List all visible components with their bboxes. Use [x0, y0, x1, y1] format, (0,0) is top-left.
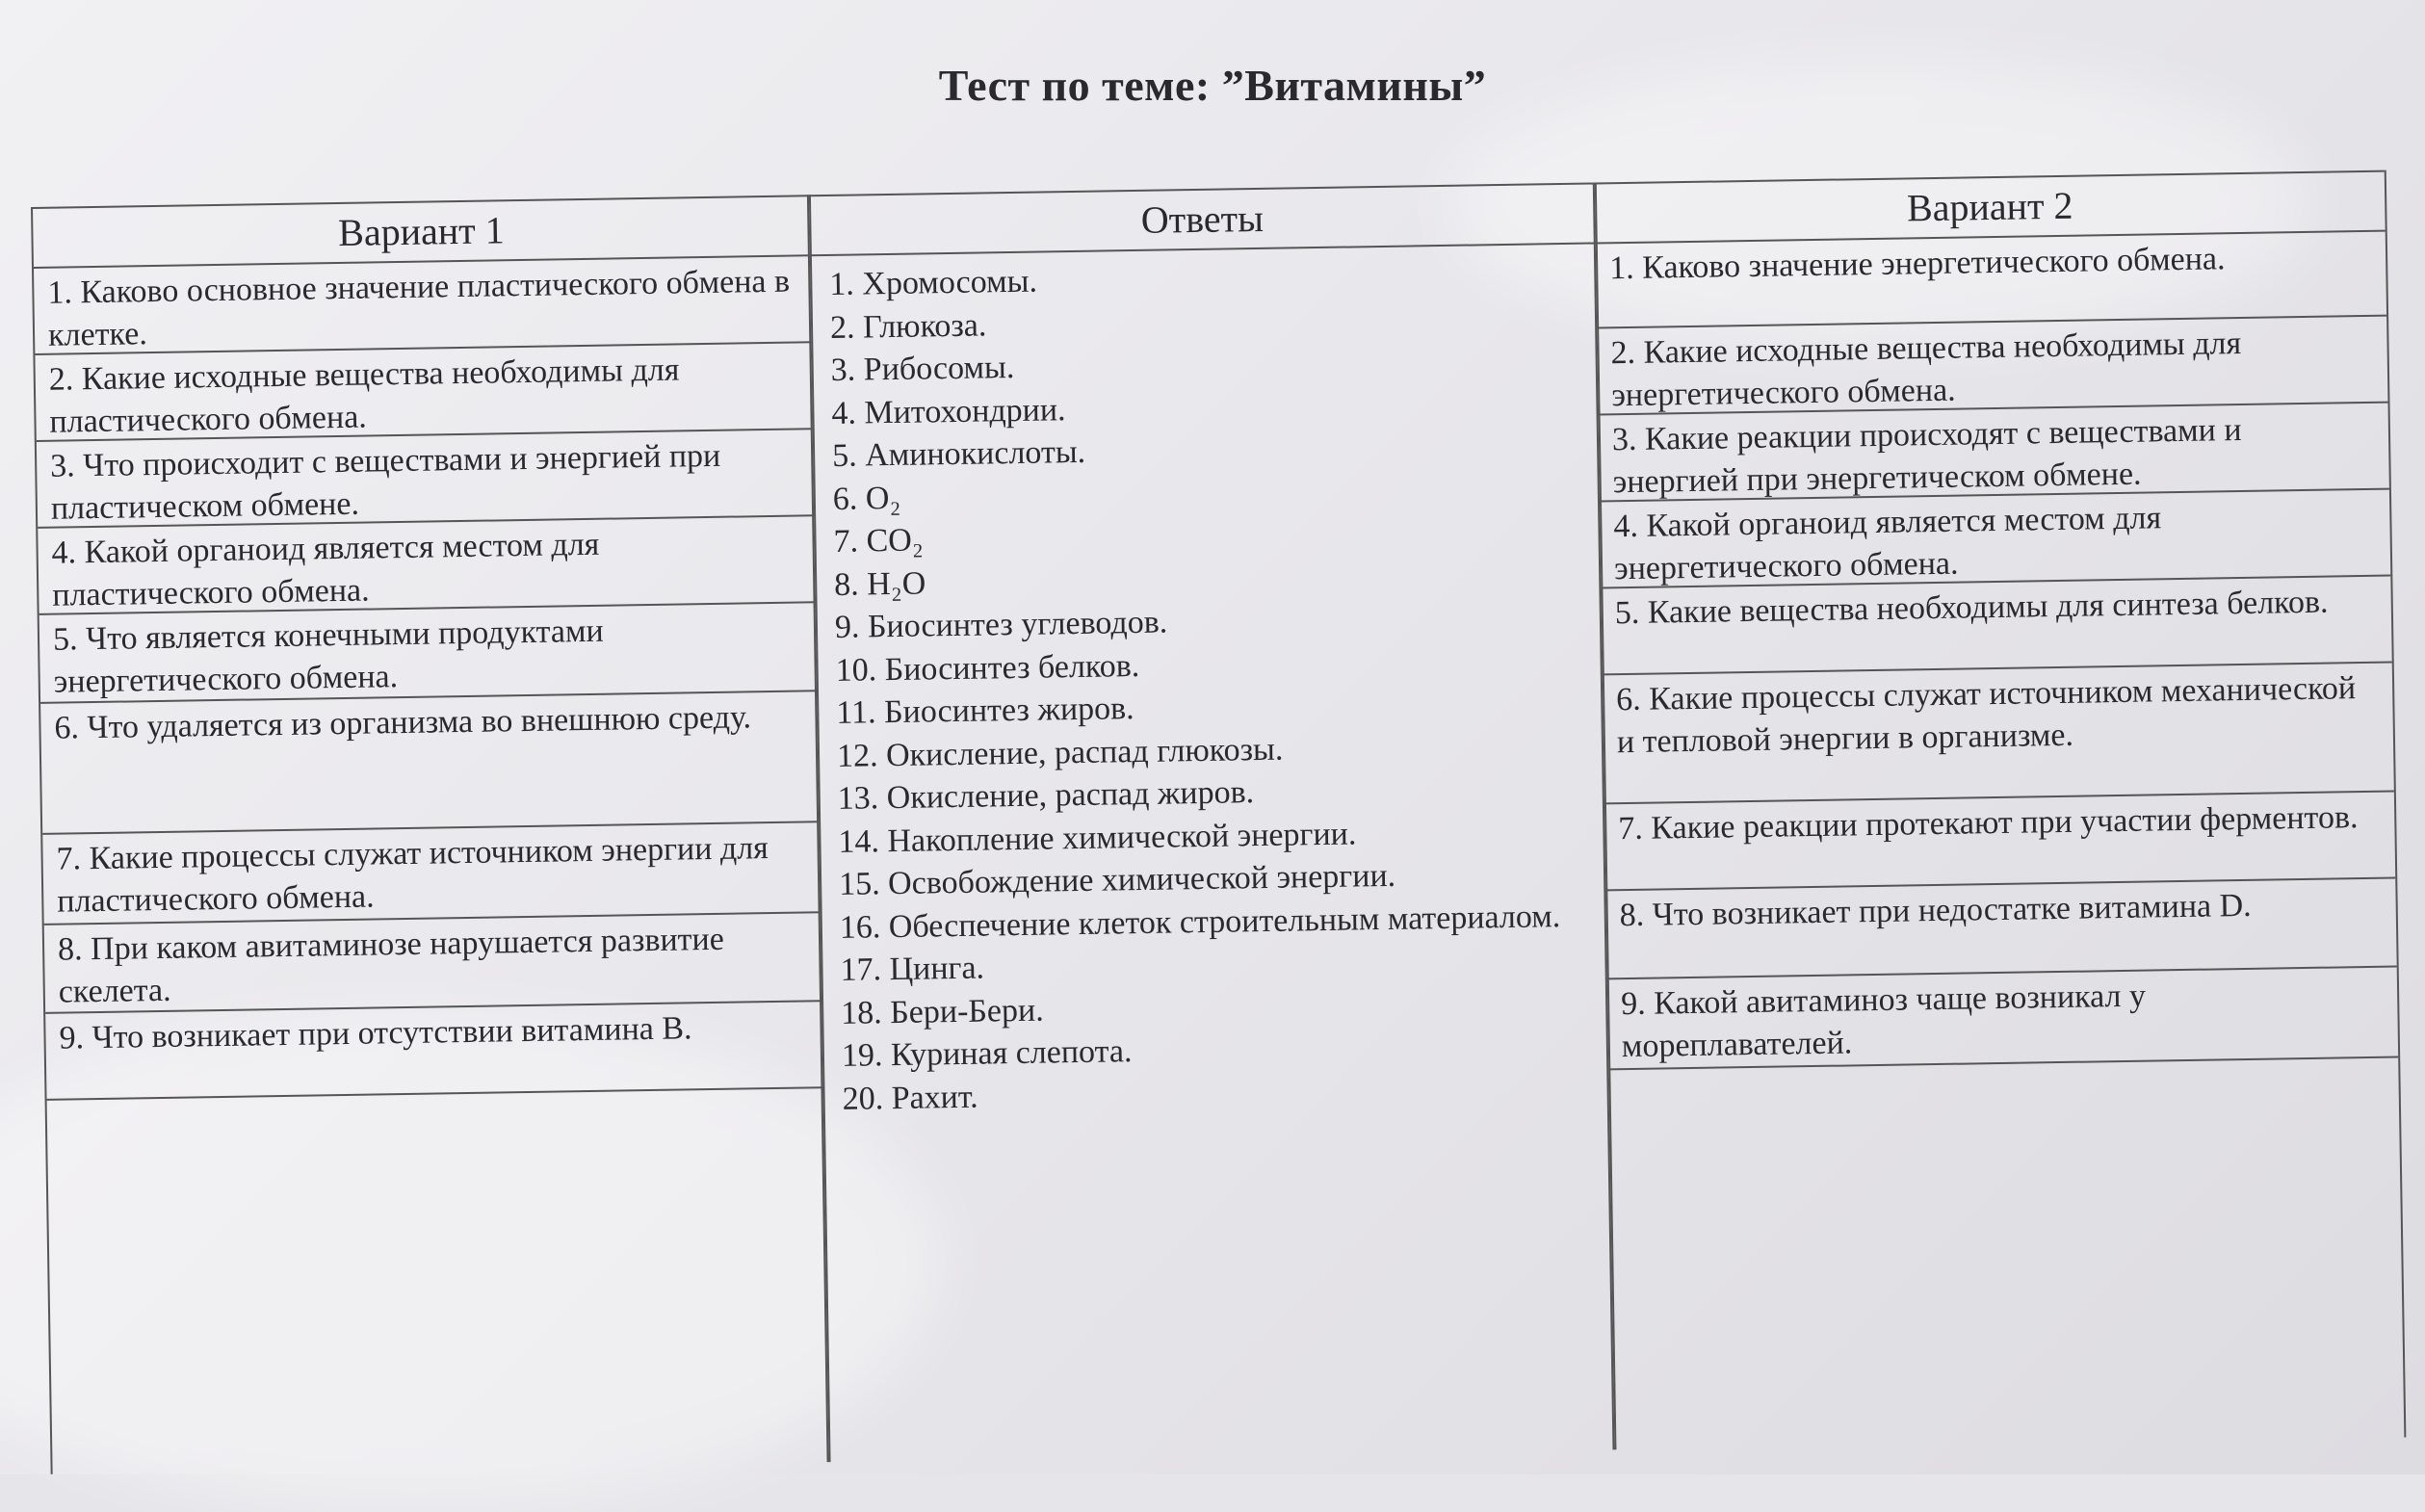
variant2-question: 7. Какие реакции протекают при участии ферментов. [1604, 793, 2395, 892]
variant2-question: 2. Какие исходные вещества необходимы для энергетического обмена. [1597, 317, 2387, 416]
answers-list [810, 244, 1609, 1121]
answer-item: 10. Биосинтез белков. [835, 647, 1140, 689]
answer-item: 16. Обеспечение клеток строительным материалом. [839, 898, 1561, 946]
answer-item: 7. CO₂ [833, 522, 924, 560]
answer-item: 19. Куриная слепота. [841, 1033, 1133, 1074]
variant2-question: 3. Какие реакции происходят с веществами и энергией при энергетическом обмене. [1599, 404, 2389, 503]
answer-item: 14. Накопление химической энергии. [838, 815, 1357, 860]
variant1-question: 7. Какие процессы служат источником энергии для пластического обмена. [42, 822, 820, 925]
variant1-column [31, 195, 831, 1474]
answer-item: 3. Рибосомы. [830, 349, 1015, 388]
variant1-question: 6. Что удаляется из организма во внешнюю среду. [40, 691, 819, 835]
variant1-question: 3. Что происходит с веществами и энергией при пластическом обмене. [37, 430, 814, 529]
answer-item: 13. Окисление, распад жиров. [837, 774, 1255, 817]
answer-item: 8. H₂O [833, 564, 926, 603]
answers-header: Ответы [809, 182, 1596, 256]
answer-item: 15. Освобождение химической энергии. [838, 857, 1396, 902]
variant2-question: 9. Какой авитаминоз чаще возникал у мореплавателей. [1607, 968, 2398, 1071]
test-table [31, 169, 2419, 1473]
variant2-question: 4. Какой органоид является местом для энергетического обмена. [1600, 490, 2390, 589]
answer-item: 6. O₂ [832, 480, 901, 517]
variant2-header: Вариант 2 [1595, 170, 2386, 245]
variant1-question: 2. Какие исходные вещества необходимы для пластического обмена. [35, 343, 812, 442]
answer-item: 11. Биосинтез жиров. [836, 691, 1134, 731]
variant2-question: 6. Какие процессы служат источником механической и тепловой энергии в организме. [1603, 664, 2394, 805]
answer-item: 9. Биосинтез углеводов. [834, 604, 1168, 645]
variant2-question: 8. Что возникает при недостатке витамина D. [1605, 879, 2396, 980]
answers-column [807, 182, 1617, 1462]
variant2-column [1593, 170, 2407, 1450]
variant1-question: 5. Что является конечными продуктами энергетического обмена. [39, 603, 817, 704]
answer-item: 1. Хромосомы. [829, 263, 1038, 302]
answer-item: 18. Бери-Бери. [840, 992, 1044, 1031]
answer-item: 2. Глюкоза. [829, 306, 987, 346]
answer-item: 20. Рахит. [842, 1079, 978, 1117]
answer-item: 4. Митохондрии. [831, 391, 1066, 431]
answer-item: 17. Цинга. [840, 950, 985, 988]
answer-item: 12. Окисление, распад глюкозы. [836, 731, 1284, 774]
variant2-question: 1. Каково значение энергетического обмена. [1596, 232, 2386, 329]
variant1-question: 1. Каково основное значение пластического обмена в клетке. [34, 256, 811, 355]
variant1-question: 4. Какой органоид является местом для пластического обмена. [38, 516, 815, 615]
answer-item: 5. Аминокислоты. [831, 433, 1086, 474]
variant1-question: 9. Что возникает при отсутствии витамина В. [45, 1002, 822, 1101]
page-title: Тест по теме: ”Витамины” [938, 61, 1487, 110]
variant1-header: Вариант 1 [33, 195, 810, 269]
variant2-question: 5. Какие вещества необходимы для синтеза белков. [1601, 577, 2391, 676]
variant1-question: 8. При каком авитаминозе нарушается развитие скелета. [44, 913, 821, 1014]
